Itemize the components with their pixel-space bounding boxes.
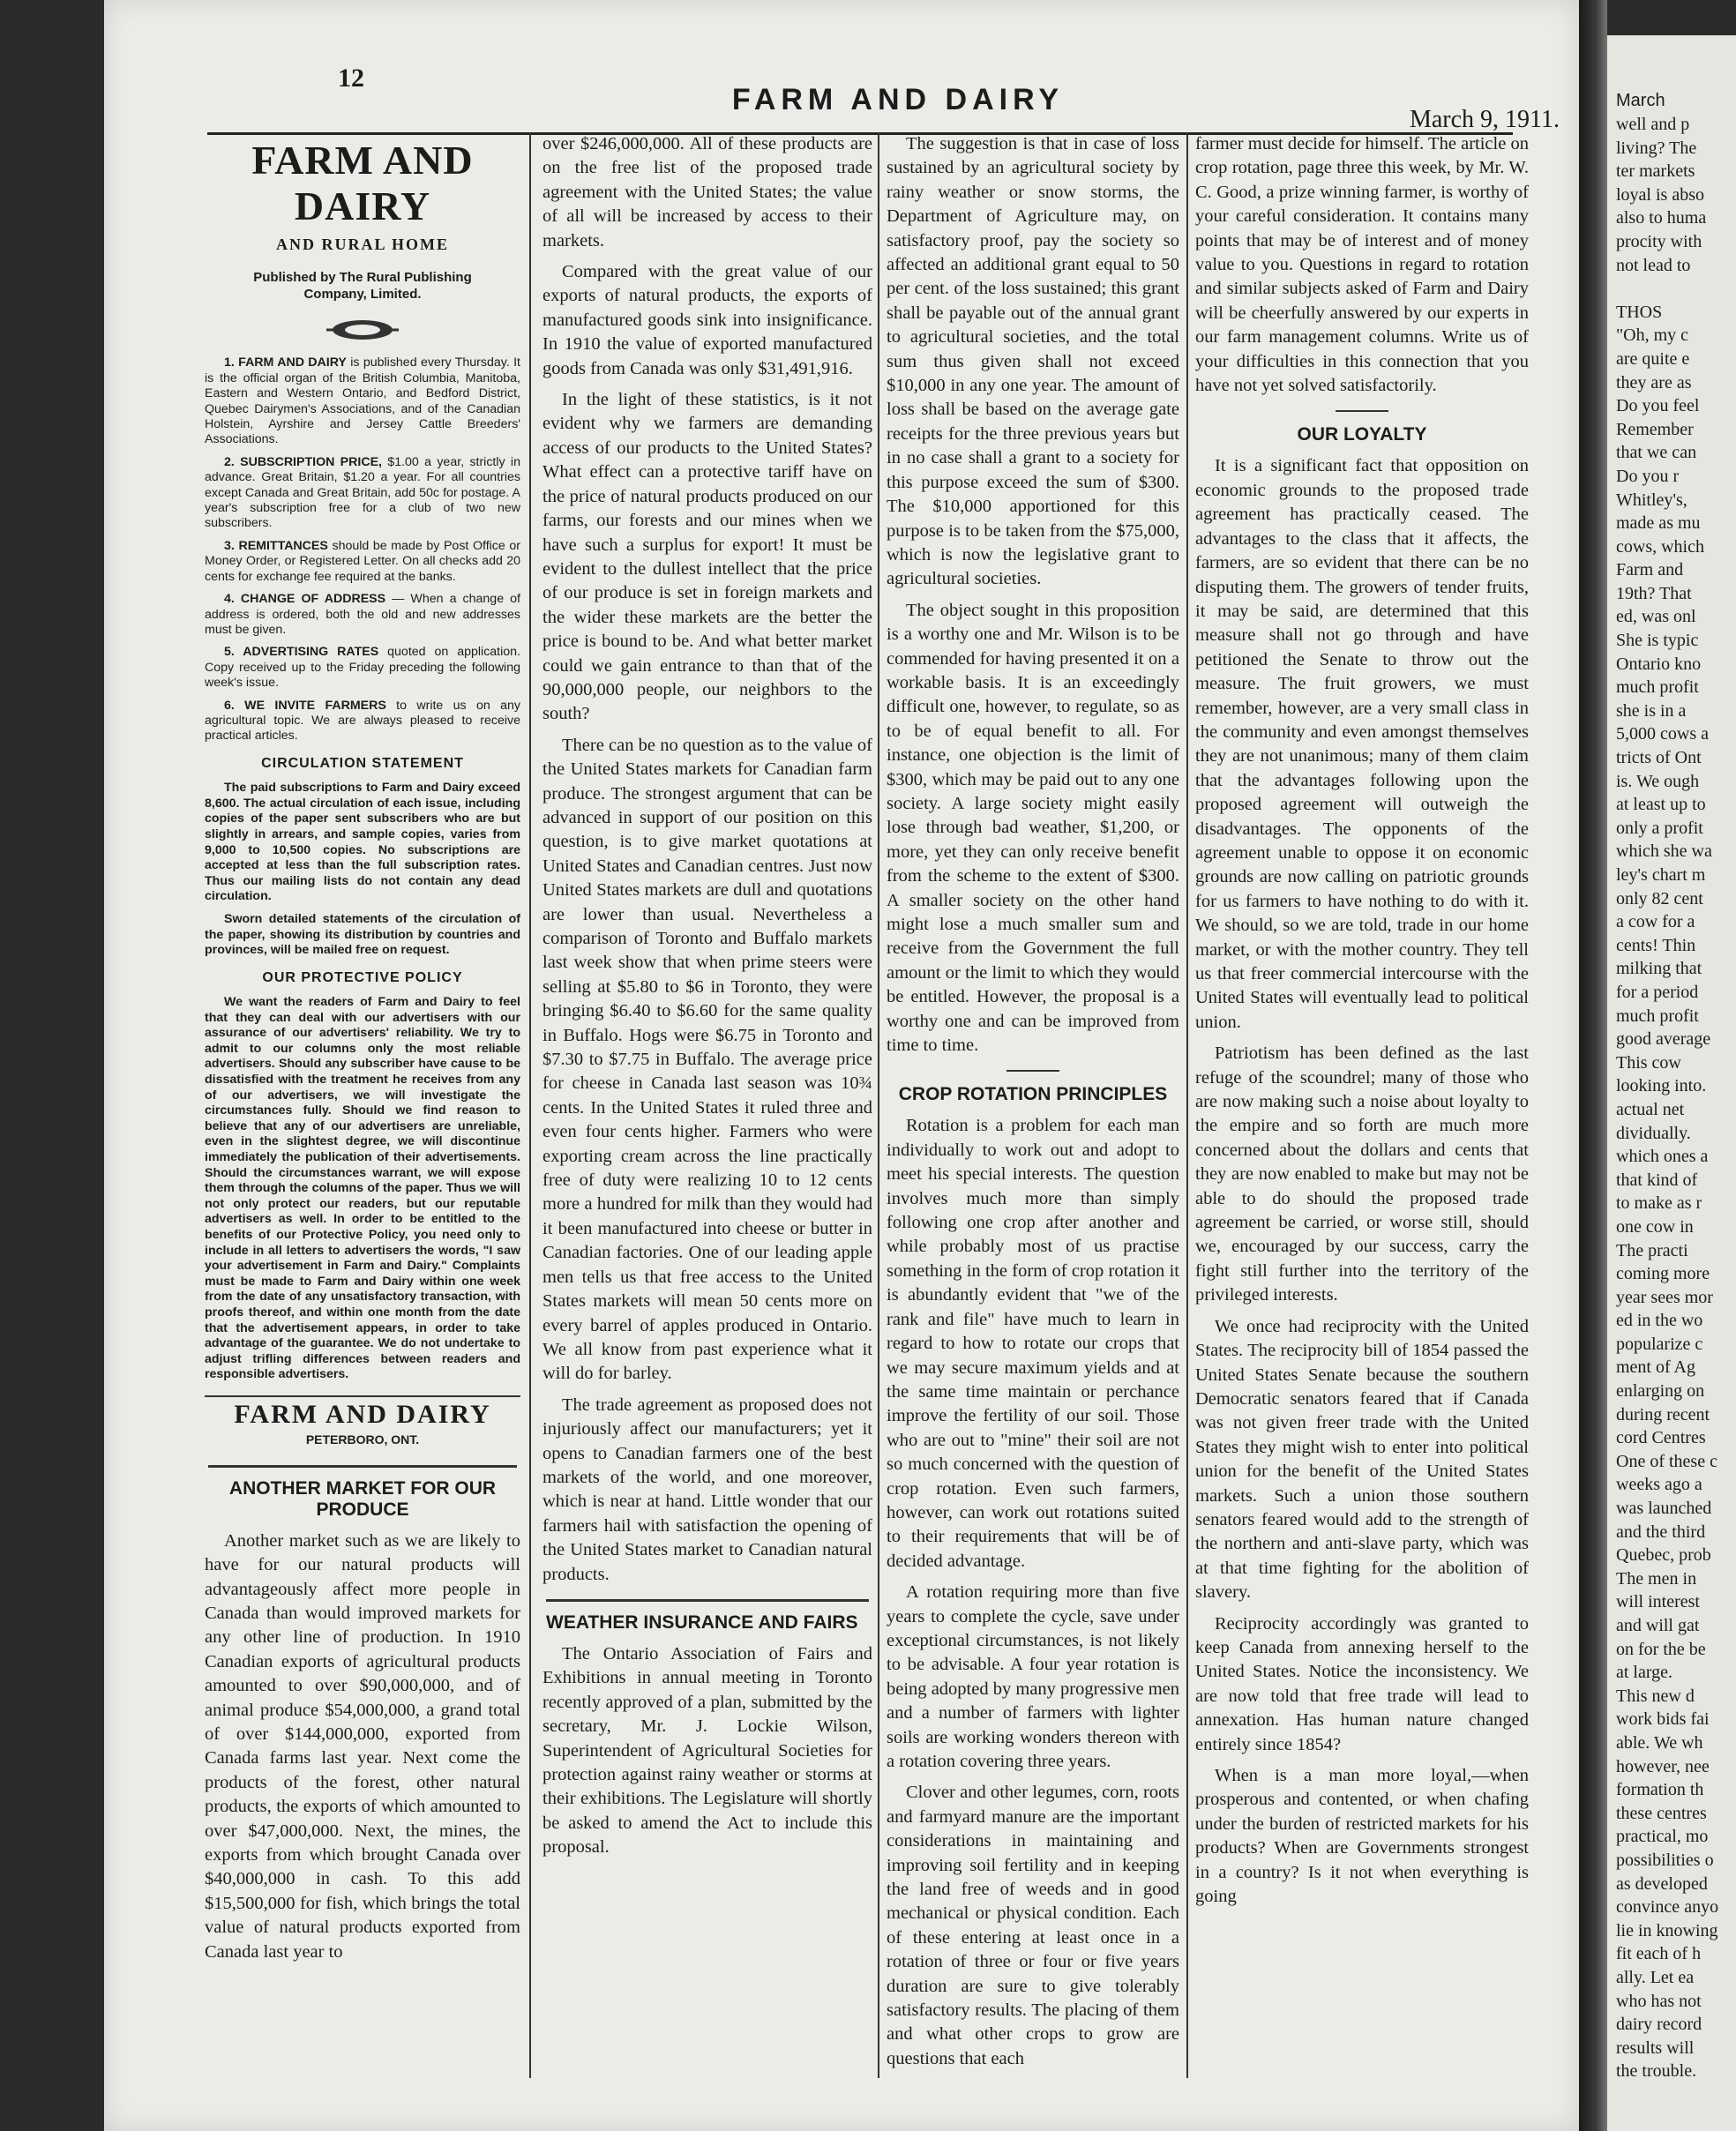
- page-date: March 9, 1911.: [1409, 106, 1560, 133]
- article-paragraph: There can be no question as to the value of the United States markets for Canadian farm produce. The strongest argument that can be advanced in support of our position on this question, is to give market quotations at United States and Canadian centres. Just now United States markets are dull and quotations are lower than usual. Nevertheless a comparison of Toronto and Buffalo markets last week show that when prime steers were selling at $5.80 to $6 in Toronto, they were bringing $6.40 to $6.60 for the same quality in Buffalo. Hogs were $6.75 in Toronto and $7.30 to $7.75 in Buffalo. The average price for cheese in Canada last season was 10¾ cents. In the United States it ruled three and even four cents higher. Farmers who were exporting cream across the line practically free of duty were realizing 10 to 12 cents more a hundred for milk than they would had it been manufactured into cheese or butter in Canadian factories. One of our leading apple men tells us that free access to the United States markets will mean 50 cents more on every barrel of apples produced in Ontario. We all know from past experience what it will do for barley.: [542, 735, 872, 1384]
- article-heading-crop: CROP ROTATION PRINCIPLES: [898, 1084, 1168, 1105]
- binding-gutter: [1579, 0, 1607, 2131]
- notices-list: [205, 355, 520, 744]
- notice-item: [205, 699, 520, 744]
- article-paragraph: Reciprocity accordingly was granted to keep Canada from annexing herself to the United States. Notice the inconsistency. We are now told that free trade will lead to annexation. Has human nature changed entirely since 1854?: [1195, 1613, 1529, 1754]
- adjacent-page-header: March: [1616, 91, 1665, 110]
- article-paragraph: Another market such as we are likely to have for our natural products will advantageously affect more people in Canada than would improved markets for any other line of production. In 1910 Canadian exports of agricultural products amounted to over $90,000,000, and of animal produce $54,000,000, a grand total of over $144,000,000, exported from Canada farms last year. Next come the products of the forest, other natural products, the exports of which amounted to over $47,000,000. Next, the mines, the exports from which brought Canada over $40,000,000 in cash. To this add $15,500,000 for fish, which brings the total value of natural products exported from Canada last year to: [205, 1530, 520, 1962]
- page-number: 12: [338, 64, 364, 93]
- article-heading-weather: WEATHER INSURANCE AND FAIRS: [546, 1599, 869, 1634]
- masthead-title: FARM AND DAIRY: [251, 138, 474, 228]
- article-paragraph: We once had reciprocity with the United States. The reciprocity bill of 1854 passed the United States Senate because the southern Democratic senators feared that if Canada was not given freer trade with the United States they might wish to enter into political union for the benefit of the United States markets. Such a union those southern senators feared would add to the strength of the northern and anti-slave party, which was at that time fighting for the abolition of slavery.: [1195, 1316, 1529, 1603]
- article-paragraph: Patriotism has been defined as the last refuge of the scoundrel; many of those who are now making such a noise about loyalty to the empire and so forth are much more concerned about the dollars and cents that they are now enabled to make but may not be able to do should the proposed trade agreement be carried, or worse still, should we, encouraged by our success, carry the fight still further into the territory of the privileged interests.: [1195, 1043, 1529, 1305]
- page-header: [236, 53, 1560, 133]
- notice-lead: 1. FARM AND DAIRY: [224, 355, 347, 370]
- notice-lead: 6. WE INVITE FARMERS: [224, 698, 386, 713]
- notice-text: should be made by Post Office or Money Order, or Registered Letter. On all checks add 20 cents for exchange fee required at the banks.: [205, 538, 520, 584]
- article-paragraph: Compared with the great value of our exports of natural products, the exports of manufactured goods sink into insignificance. In 1910 the value of exported manufactured goods from Canada was only $31,491,916.: [542, 262, 872, 378]
- notice-item: [205, 355, 520, 447]
- notice-text: quoted on application. Copy received up to the Friday preceding the following week's issue.: [205, 645, 520, 691]
- circulation-heading: CIRCULATION STATEMENT: [261, 755, 464, 771]
- article-paragraph: Rotation is a problem for each man individually to work out and adopt to meet his special interests. The question involves much more than simply following one crop after another and while probably most of us practise something in the form of crop rotation it is abundantly evident that "we of the rank and file" have much to learn in regard to how to rotate our crops that we may secure maximum yields and at the same time maintain or perchance improve the fertility of our soil. Those who are out to "mine" their soil are not so much concerned with the question of crop rotation. Even such farmers, however, can work out rotations suited to their requirements that will be of decided advantage.: [887, 1116, 1179, 1571]
- article-paragraph: The Ontario Association of Fairs and Exhibitions in annual meeting in Toronto recently approved of a plan, submitted by the secretary, Mr. J. Lockie Wilson, Superintendent of Agricultural Societies for protection against rainy weather or storms at their exhibitions. The Legislature will shortly be asked to amend the Act to include this proposal.: [542, 1643, 872, 1858]
- notice-item: [205, 592, 520, 638]
- notice-lead: 3. REMITTANCES: [224, 538, 328, 553]
- publisher-line: Published by The Rural Publishing Company, Limited.: [253, 270, 472, 303]
- article-paragraph: A rotation requiring more than five years to complete the cycle, save under exceptional circumstances, is not likely to be advisable. A four year rotation is being adopted by many progressive men and a number of farmers with lighter soils are working wonders thereon with a rotation covering three years.: [887, 1582, 1179, 1771]
- column-3: [887, 132, 1179, 2087]
- article-heading-loyalty: OUR LOYALTY: [1297, 424, 1427, 445]
- policy-heading: OUR PROTECTIVE POLICY: [262, 969, 463, 985]
- notice-item: [205, 645, 520, 691]
- article-paragraph: Clover and other legumes, corn, roots and farmyard manure are the important considerations in maintaining and improving soil fertility and in keeping the land free of weeds and in good mechanical or physical condition. Each of these entering at least once in a rotation of three or four or five years duration are sure to give tolerably satisfactory results. The placing of them and what other crops to grow are questions that each: [887, 1783, 1179, 2068]
- column-divider: [529, 132, 531, 2078]
- policy-text: We want the readers of Farm and Dairy to feel that they can deal with our advertisers with our assurance of our advertisers' reliability. We try to admit to our columns only the most reliable advertisers. Should any subscriber have cause to be dissatisfied with the treatment he receives from any of our advertisers, we will investigate the circumstances fully. Should we find reason to believe that any of our advertisers are unreliable, even in the slightest degree, we will discontinue immediately the publication of their advertisements. Should the circumstances warrant, we will expose them through the columns of the paper. Thus we will not only protect our readers, but our reputable advertisers as well. In order to be entitled to the benefits of our Protective Policy, you need only to include in all letters to advertisers the words, "I saw your advertisement in Farm and Dairy." Complaints must be made to Farm and Dairy within one week from the date of any unsatisfactory transaction, with proofs thereof, and within one month from the date that the advertisement appears, in order to take advantage of the guarantee. We do not undertake to adjust trifling differences between readers and responsible advertisers.: [205, 995, 520, 1382]
- circulation-text: The paid subscriptions to Farm and Dairy exceed 8,600. The actual circulation of each issue, including copies of the paper sent subscribers who are but slightly in arrears, and sample copies, varies from 9,000 to 10,500 copies. No subscriptions are accepted at less than the full subscription rates. Thus our mailing lists do not contain any dead circulation.: [205, 781, 520, 904]
- article-paragraph: When is a man more loyal,—when prosperous and contented, or when chafing under the burden of restricted markets for his products? When are Governments strongest in a country? Is it not when everything is going: [1195, 1766, 1529, 1907]
- column-divider: [878, 132, 879, 2078]
- article-paragraph: The trade agreement as proposed does not injuriously affect our manufacturers; yet it opens to Canadian farmers one of the best markets of the world, and one moreover, which is near at hand. Little wonder that our farmers hail with satisfaction the opening of the United States market to Canadian natural products.: [542, 1394, 872, 1584]
- article-paragraph: In the light of these statistics, is it not evident why we farmers are demanding access of our products to the United States? What effect can a protective tariff have on the price of natural products produced on our farms, our forests and our mines when we have such a surplus for export! It must be evident to the dullest intellect that the price of our produce is set in foreign markets and the wider these markets are the better the price is bound to be. And what better market could we gain entrance to than that of the 90,000,000 people, our neighbors to the south?: [542, 390, 872, 724]
- adjacent-page: [1607, 35, 1736, 2131]
- article-paragraph: farmer must decide for himself. The article on crop rotation, page three this week, by Mr. W. C. Good, a prize winning farmer, is worthy of your careful consideration. It contains many points that may be of interest and of money value to you. Questions in regard to rotation and similar subjects asked of Farm and Dairy will be cheerfully answered by our experts in our farm management columns. Write us of your difficulties in this connection that you have not yet solved satisfactorily.: [1195, 134, 1529, 396]
- column-divider: [1186, 132, 1188, 2078]
- circulation-text-2: Sworn detailed statements of the circulation of the paper, showing its distribution by countries and provinces, will be mailed free on request.: [205, 911, 520, 958]
- article-paragraph: over $246,000,000. All of these products are on the free list of the proposed trade agreement with the United States; the value of all will be increased by access to their markets.: [542, 134, 872, 250]
- section-rule: [1336, 410, 1388, 412]
- article-paragraph: The suggestion is that in case of loss sustained by an agricultural society by rainy weather or snow storms, the Department of Agriculture may, on satisfactory proof, pay the society so affected an additional grant equal to 50 per cent. of the loss sustained; this grant shall be payable out of the annual grant to agricultural societies, and the total sum thus given shall not exceed $10,000 in any one year. The amount of loss shall be based on the average gate receipts for the three previous years but in no case shall a grant to a society for this purpose exceed the sum of $300. The $10,000 apportioned for this purpose is to be taken from the $75,000, which is now the legislative grant to agricultural societies.: [887, 134, 1179, 589]
- column-1: [205, 132, 520, 2087]
- masthead-subtitle: AND RURAL HOME: [275, 236, 449, 253]
- column-2: [542, 132, 872, 2087]
- article-heading-market: ANOTHER MARKET FOR OUR PRODUCE: [208, 1465, 517, 1521]
- notice-lead: 5. ADVERTISING RATES: [224, 645, 379, 660]
- notice-text: $1.00 a year, strictly in advance. Great Britain, $1.20 a year. For all countries except Canada and Great Britain, add 50c for postage. A year's subscription free for a club of two new subscribers.: [205, 454, 520, 531]
- notice-text: is published every Thursday. It is the official organ of the British Columbia, Manitoba, Eastern and Western Ontario, and Bedford District, Quebec Dairymen's Associations, and of the Canadian Holstein, Ayrshire and Jersey Cattle Breeders' Associations.: [205, 355, 520, 447]
- notice-item: [205, 539, 520, 585]
- column-4: [1195, 132, 1529, 2087]
- notice-text: — When a change of address is ordered, both the old and new addresses must be given.: [205, 592, 520, 637]
- adjacent-page-text: well and p living? The ter markets loyal is abso also to huma procity with not lead to THOS "Oh, my c are quite e they are as Do you feel Remember that we can Do you r Whitley's, made as mu cows, which Farm and 19th? That ed, was onl She is typic Ontario kno much profit she is in a 5,000 cows a tricts of Ont is. We ough at least up to only a profit which she wa ley's chart m only 82 cent a cow for a cents! Thin milking that for a period much profit good average This cow looking into. actual net dividually. which ones a that kind of to make as r one cow in The practi coming more year sees mor ed in the wo popularize c ment of Ag enlarging on during recent cord Centres One of these c weeks ago a was launched and the third Quebec, prob The men in will interest and will gat on for the be at large. This new d work bids fai able. We wh however, nee formation th these centres practical, mo possibilities o as developed convince anyo lie in knowing fit each of h ally. Let ea who has not dairy record results will the trouble.: [1616, 115, 1719, 2082]
- notice-lead: 2. SUBSCRIPTION PRICE,: [224, 454, 382, 469]
- section-rule: [1006, 1070, 1059, 1072]
- notice-lead: 4. CHANGE OF ADDRESS: [224, 592, 386, 607]
- notice-item: [205, 455, 520, 532]
- article-paragraph: It is a significant fact that opposition on economic grounds to the proposed trade agreement has practically ceased. The advantages to the class that it affects, the farmers, are so evident that there can be no disputing them. The growers of tender fruits, it may be said, are determined that this measure shall not go through and have petitioned the Senate to throw out the measure. The fruit growers, we must remember, however, are a very small class in the community and even amongst themselves they are not unanimous; many of them claim that the advantages following upon the proposed agreement will outweigh the disadvantages. The opponents of the agreement unable to oppose it on economic grounds are now calling on patriotic grounds for us farmers to have nothing to do with it. We should, so we are told, trade in our home market, or with the mother country. They tell us that freer commercial intercourse with the United States will eventually lead to political union.: [1195, 456, 1529, 1032]
- article-paragraph: The object sought in this proposition is a worthy one and Mr. Wilson is to be commended for having presented it on a workable basis. It is an exceedingly difficult one, however, to regulate, so as to be of equal benefit to all. For instance, one objection is the limit of $300, which may be paid out to any one society. A large society might easily lose through bad weather, $1,200, or more, yet they can only receive benefit from the scheme to the extent of $300. A smaller society on the other hand might lose a much smaller sum and receive from the Government the full amount or the limit to which they would be entitled. However, the proposal is a worthy one and can be improved from time to time.: [887, 600, 1179, 1056]
- notice-text: to write us on any agricultural topic. We are always pleased to receive practical articles.: [205, 698, 520, 744]
- footer-masthead: FARM AND DAIRY: [205, 1395, 520, 1426]
- ornament-icon: [323, 317, 402, 343]
- footer-place: PETERBORO, ONT.: [305, 1432, 420, 1447]
- page-title: FARM AND DAIRY: [731, 83, 1065, 116]
